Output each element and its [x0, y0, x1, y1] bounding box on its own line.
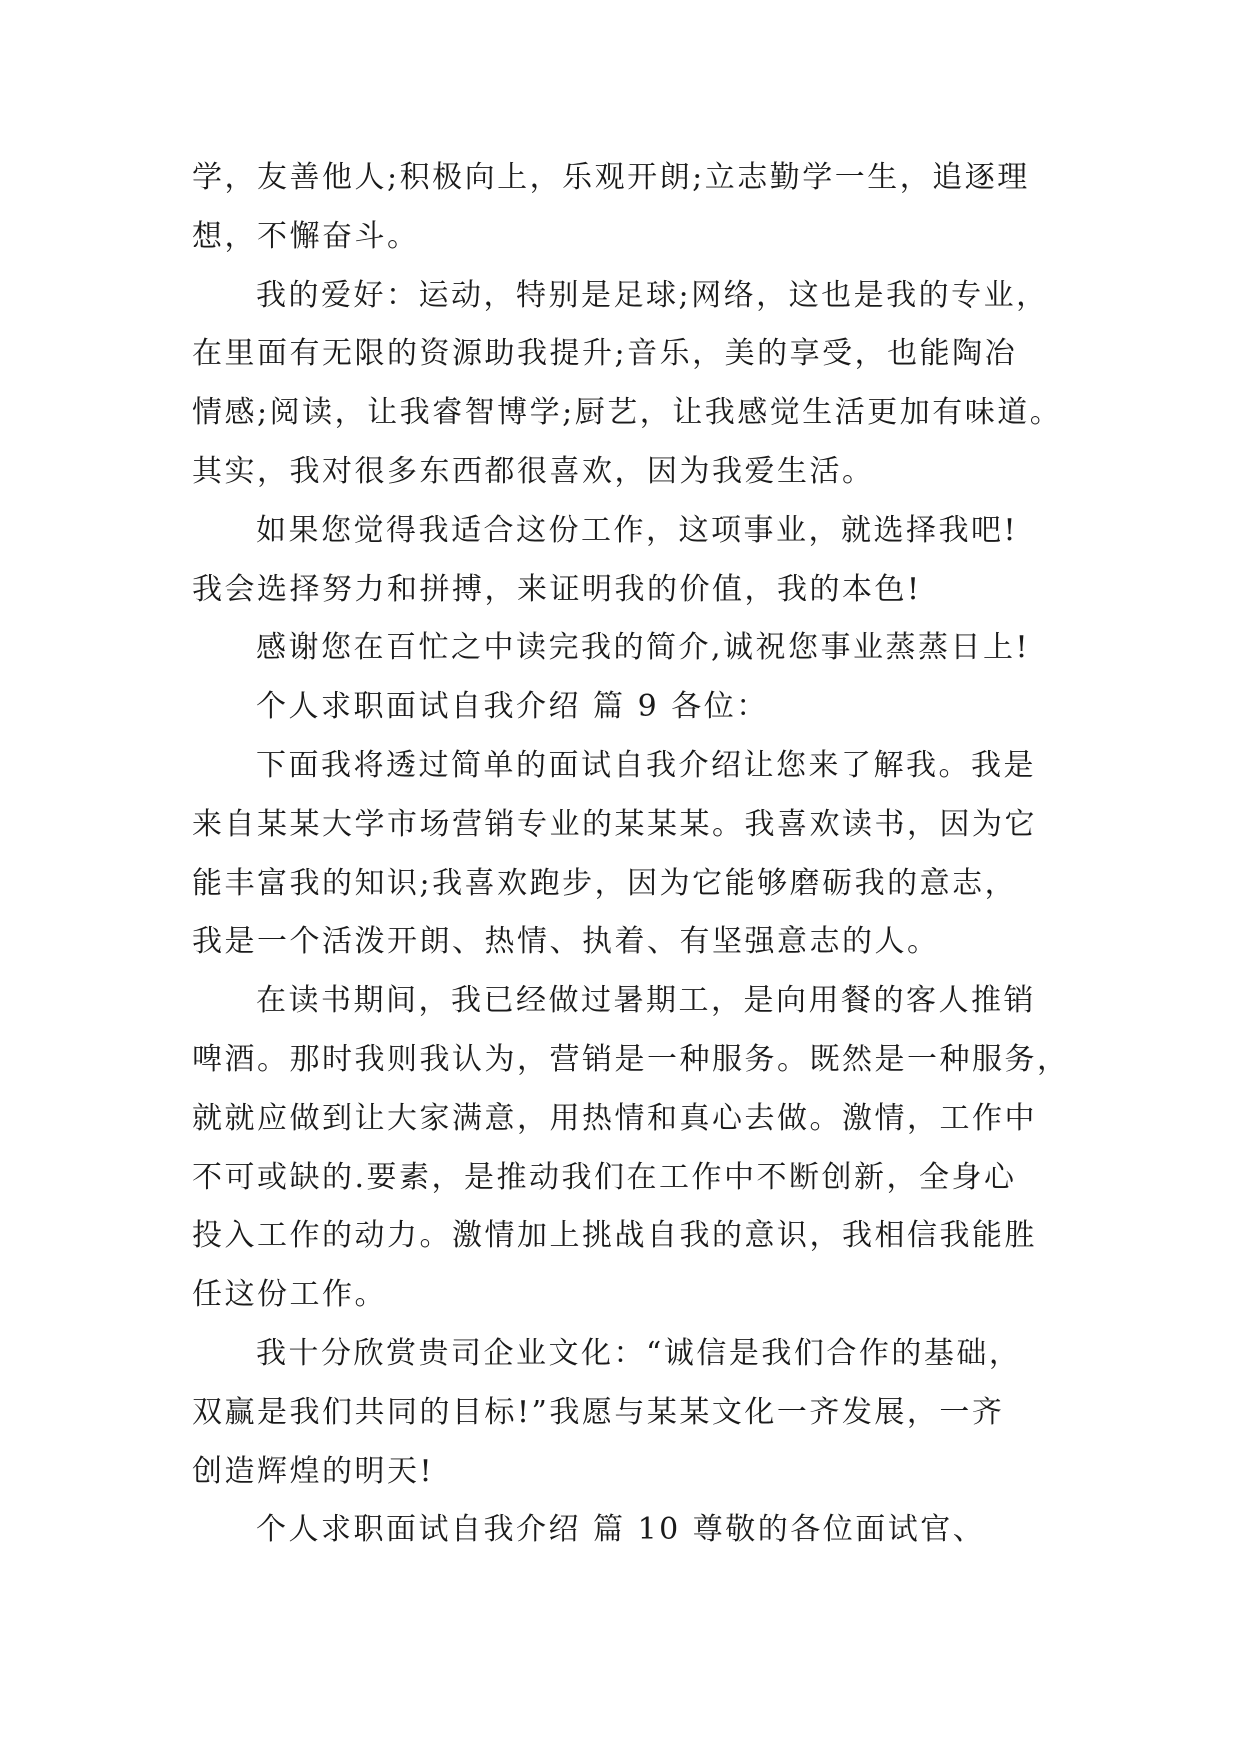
text-line: 想，不懈奋斗。: [192, 218, 420, 254]
paragraph-experience: 在读书期间，我已经做过暑期工，是向用餐的客人推销: [256, 983, 1036, 1019]
text-line: 情感;阅读，让我睿智博学;厨艺，让我感觉生活更加有味道。: [192, 395, 1063, 431]
body-text: [192, 158, 1070, 1569]
text-line: 来自某某大学市场营销专业的某某某。我喜欢读书，因为它: [192, 806, 1037, 842]
text-line: 我是一个活泼开朗、热情、执着、有坚强意志的人。: [192, 924, 940, 960]
paragraph-intro: 下面我将透过简单的面试自我介绍让您来了解我。我是: [256, 747, 1036, 783]
text-line: 双赢是我们共同的目标!”我愿与某某文化一齐发展，一齐: [192, 1394, 1005, 1430]
text-line: 学，友善他人;积极向上，乐观开朗;立志勤学一生，追逐理: [192, 160, 1030, 195]
paragraph-culture: 我十分欣赏贵司企业文化：“诚信是我们合作的基础，: [256, 1335, 1022, 1371]
text-line: 其实，我对很多东西都很喜欢，因为我爱生活。: [192, 453, 875, 489]
section-heading-10: 个人求职面试自我介绍 篇 10 尊敬的各位面试官、: [256, 1512, 986, 1548]
paragraph-thanks: 感谢您在百忙之中读完我的简介,诚祝您事业蒸蒸日上!: [256, 630, 1031, 666]
text-line: 投入工作的动力。激情加上挑战自我的意识，我相信我能胜: [192, 1218, 1037, 1254]
text-line: 任这份工作。: [192, 1277, 387, 1313]
section-heading-9: 个人求职面试自我介绍 篇 9 各位：: [256, 689, 769, 725]
text-line: 不可或缺的.要素，是推动我们在工作中不断创新，全身心: [192, 1159, 1017, 1195]
text-line: 在里面有无限的资源助我提升;音乐，美的享受，也能陶冶: [192, 336, 1018, 372]
text-line: 我会选择努力和拼搏，来证明我的价值，我的本色!: [192, 571, 922, 607]
paragraph-hobbies: 我的爱好：运动，特别是足球;网络，这也是我的专业，: [256, 277, 1049, 313]
paragraph-choose-me: 如果您觉得我适合这份工作，这项事业，就选择我吧!: [256, 512, 1019, 548]
text-line: 创造辉煌的明天!: [192, 1453, 435, 1489]
text-line: 啤酒。那时我则我认为，营销是一种服务。既然是一种服务，: [192, 1041, 1070, 1077]
text-line: 能丰富我的知识;我喜欢跑步，因为它能够磨砺我的意志，: [192, 865, 1018, 901]
text-line: 就就应做到让大家满意，用热情和真心去做。激情，工作中: [192, 1100, 1037, 1136]
